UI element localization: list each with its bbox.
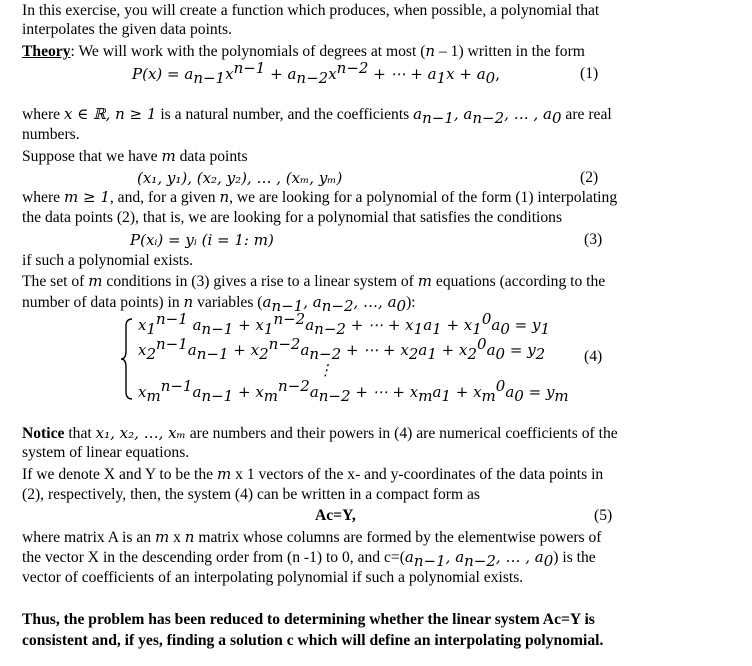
left-brace-icon: [120, 318, 134, 400]
system-row-1: $x_1^{n-1}$ $a_{n-1} + x_1^{n-2}a_{n-2}$ + ⋯ + $x_1a_1 + x_1^0a_0 = y_1$: [138, 309, 550, 339]
intro-line-2: interpolates the given data points.: [22, 21, 233, 38]
notice-label: Notice: [22, 425, 65, 442]
where-line-1: where x ∈ ℝ, n ≥ 1 is a natural number, and the coefficients $a_{n-1}$, $a_{n-2}$, … , $a_0$ are real: [22, 105, 612, 128]
equation-5-number: (5): [594, 507, 613, 524]
theory-label: Theory: [22, 43, 71, 60]
equation-2-number: (2): [580, 169, 599, 186]
matrix-line-2: (2), respectively, then, the system (4) can be written in a compact form as: [22, 486, 480, 503]
conclusion-line-1: Thus, the problem has been reduced to determining whether the linear system Ac=Y is: [22, 611, 595, 628]
conclusion-line-2: consistent and, if yes, finding a solution c which will define an interpolating polynomial.: [22, 632, 604, 649]
notice-line-1: Notice that x₁, x₂, …, xₘ are numbers and their powers in (4) are numerical coefficients of the: [22, 424, 618, 442]
where-line-3: the data points (2), that is, we are looking for a polynomial that satisfies the conditions: [22, 209, 563, 226]
system-row-2: $x_2^{n-1}a_{n-1} + x_2^{n-2}a_{n-2}$ + ⋯ + $x_2a_1 + x_2^0a_0 = y_2$: [138, 334, 546, 364]
if-exists-line: if such a polynomial exists.: [22, 252, 194, 269]
where-line-2: where m ≥ 1, and, for a given n, we are looking for a polynomial of the form (1) interpolating: [22, 188, 618, 206]
matrix-line-5: vector of coefficients of an interpolating polynomial if such a polynomial exists.: [22, 569, 524, 586]
system-row-m: $x_m^{n-1}a_{n-1} + x_m^{n-2}a_{n-2}$ + ⋯ + $x_ma_1 + x_m^0a_0 = y_m$: [138, 376, 569, 406]
system-line-2: number of data points) in n variables ($a_{n-1}$, $a_{n-2}$, …, $a_0$):: [22, 293, 416, 316]
intro-line-1: In this exercise, you will create a function which produces, when possible, a polynomial that: [22, 2, 600, 19]
notice-line-2: system of linear equations.: [22, 444, 190, 461]
matrix-line-4: the vector X in the descending order from (n -1) to 0, and $c=(a_{n-1}$, $a_{n-2}$, … , $a_0$) is the: [22, 548, 596, 571]
equation-3-number: (3): [584, 231, 603, 248]
equation-2: (x₁, y₁), (x₂, y₂), … , (xₘ, yₘ): [137, 169, 343, 187]
matrix-line-3: where matrix A is an m x n matrix whose columns are formed by the elementwise powers of: [22, 528, 602, 546]
numbers-line: numbers.: [22, 126, 80, 143]
equation-5: Ac=Y,: [315, 507, 356, 524]
theory-line: Theory: We will work with the polynomials of degrees at most (n – 1) written in the form: [22, 42, 585, 60]
system-line-1: The set of m conditions in (3) gives a rise to a linear system of m equations (according to the: [22, 272, 606, 290]
equation-1-number: (1): [580, 65, 599, 82]
vertical-dots: ⋮: [318, 361, 333, 379]
equation-3: P(xᵢ) = yᵢ (i = 1: m): [130, 231, 274, 249]
suppose-line: Suppose that we have m data points: [22, 147, 248, 165]
matrix-line-1: If we denote X and Y to be the m x 1 vectors of the x- and y-coordinates of the data points in: [22, 465, 604, 483]
equation-4-number: (4): [584, 348, 603, 365]
equation-1: $P(x) = a_{n-1}x^{n-1} + a_{n-2}x^{n-2}$ + ⋯ + $a_1x + a_0$,: [132, 58, 500, 88]
